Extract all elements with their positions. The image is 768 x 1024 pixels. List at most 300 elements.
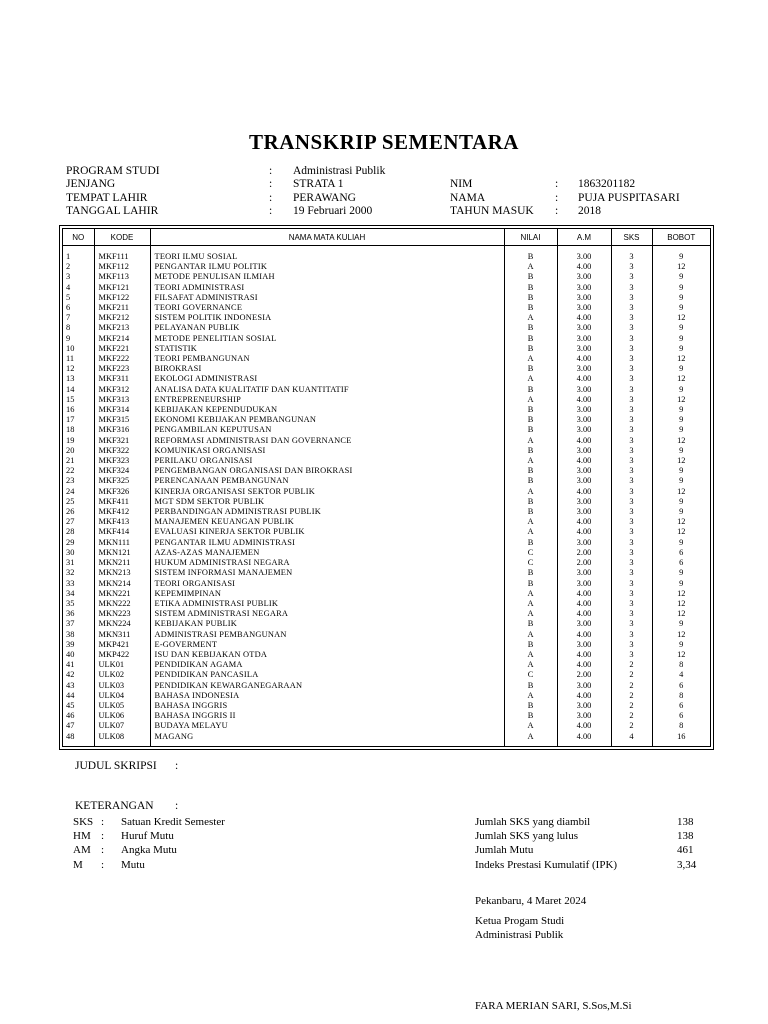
row-kode: MKF221: [94, 344, 150, 354]
keterangan-heading: [75, 800, 179, 812]
row-nama-mata-kuliah: PERENCANAAN PEMBANGUNAN: [150, 476, 504, 486]
row-nilai: B: [504, 476, 557, 486]
summary-label: Jumlah Mutu: [475, 844, 534, 857]
row-nilai: B: [504, 425, 557, 435]
row-kode: MKN223: [94, 609, 150, 619]
row-bobot: 6: [679, 711, 684, 721]
row-nilai: B: [504, 334, 557, 344]
row-nilai: B: [504, 619, 557, 629]
row-am: 2.00: [557, 558, 611, 568]
row-nilai: A: [504, 456, 557, 466]
table-row: [63, 364, 710, 374]
row-nama-mata-kuliah: FILSAFAT ADMINISTRASI: [150, 293, 504, 303]
row-kode: MKF321: [94, 436, 150, 446]
row-bobot: 9: [679, 272, 684, 282]
row-bobot: 9: [679, 343, 684, 353]
row-no: 41: [63, 660, 94, 670]
colon: :: [555, 205, 559, 218]
row-sks: 3: [611, 262, 652, 272]
row-nama-mata-kuliah: EVALUASI KINERJA SEKTOR PUBLIK: [150, 527, 504, 537]
table-row: [63, 691, 710, 701]
row-am: 4.00: [557, 374, 611, 384]
row-no: 37: [63, 619, 94, 629]
row-sks: 3: [611, 425, 652, 435]
tanggal-lahir-label: TANGGAL LAHIR: [66, 205, 159, 218]
colon: :: [101, 844, 105, 857]
col-header-nama: NAMA MATA KULIAH: [150, 229, 504, 246]
row-bobot: 4: [679, 670, 684, 680]
row-nilai: A: [504, 487, 557, 497]
table-row: [63, 558, 710, 568]
row-sks: 3: [611, 354, 652, 364]
row-nama-mata-kuliah: TEORI ADMINISTRASI: [150, 283, 504, 293]
row-nilai: B: [504, 497, 557, 507]
row-kode: MKF121: [94, 283, 150, 293]
row-kode: ULK08: [94, 732, 150, 742]
nim-label: NIM: [450, 178, 473, 191]
row-no: 14: [63, 385, 94, 395]
table-row: [63, 650, 710, 660]
table-header-row: [63, 229, 710, 246]
row-nama-mata-kuliah: BAHASA INDONESIA: [150, 691, 504, 701]
table-row: [63, 538, 710, 548]
row-nilai: B: [504, 246, 557, 263]
colon: :: [101, 816, 105, 828]
row-nama-mata-kuliah: METODE PENELITIAN SOSIAL: [150, 334, 504, 344]
row-sks: 3: [611, 385, 652, 395]
table-row: [63, 283, 710, 293]
row-nama-mata-kuliah: PENGANTAR ILMU ADMINISTRASI: [150, 538, 504, 548]
row-am: 3.00: [557, 385, 611, 395]
row-sks: 2: [611, 691, 652, 701]
place-date: Pekanbaru, 4 Maret 2024: [475, 895, 587, 907]
row-no: 29: [63, 538, 94, 548]
col-header-am: A.M: [557, 229, 611, 246]
row-nilai: A: [504, 517, 557, 527]
row-nama-mata-kuliah: BIROKRASI: [150, 364, 504, 374]
row-nama-mata-kuliah: MANAJEMEN KEUANGAN PUBLIK: [150, 517, 504, 527]
row-am: 3.00: [557, 681, 611, 691]
row-kode: ULK05: [94, 701, 150, 711]
row-no: 43: [63, 681, 94, 691]
col-header-bobot: BOBOT: [652, 229, 710, 246]
summary-value: 138: [677, 816, 694, 828]
row-am: 3.00: [557, 303, 611, 313]
row-no: 35: [63, 599, 94, 609]
row-nilai: B: [504, 640, 557, 650]
table-row: [63, 293, 710, 303]
row-bobot: 12: [677, 313, 686, 323]
row-nilai: C: [504, 558, 557, 568]
row-kode: MKF324: [94, 466, 150, 476]
row-no: 36: [63, 609, 94, 619]
filler-cell: [504, 742, 557, 746]
row-am: 3.00: [557, 507, 611, 517]
table-row: [63, 630, 710, 640]
row-nilai: B: [504, 538, 557, 548]
row-bobot: 6: [679, 680, 684, 690]
table-row: [63, 415, 710, 425]
table-row: [63, 487, 710, 497]
row-sks: 3: [611, 497, 652, 507]
row-kode: MKF414: [94, 527, 150, 537]
row-no: 46: [63, 711, 94, 721]
row-nilai: A: [504, 374, 557, 384]
row-kode: MKF411: [94, 497, 150, 507]
row-am: 3.00: [557, 497, 611, 507]
row-bobot: 12: [677, 609, 686, 619]
colon: :: [269, 165, 273, 177]
row-nilai: B: [504, 579, 557, 589]
judul-skripsi: [75, 760, 179, 772]
row-am: 3.00: [557, 640, 611, 650]
summary-label: Jumlah SKS yang diambil: [475, 816, 591, 828]
row-kode: MKF214: [94, 334, 150, 344]
row-am: 3.00: [557, 415, 611, 425]
filler-cell: [150, 742, 504, 746]
row-kode: MKF113: [94, 272, 150, 282]
row-am: 3.00: [557, 538, 611, 548]
row-nama-mata-kuliah: MGT SDM SEKTOR PUBLIK: [150, 497, 504, 507]
row-nilai: A: [504, 691, 557, 701]
row-bobot: 6: [679, 547, 684, 557]
row-bobot: 12: [677, 262, 686, 272]
row-nama-mata-kuliah: ANALISA DATA KUALITATIF DAN KUANTITATIF: [150, 385, 504, 395]
row-no: 42: [63, 670, 94, 680]
row-bobot: 9: [679, 639, 684, 649]
colon: :: [175, 800, 179, 812]
row-kode: MKF222: [94, 354, 150, 364]
row-sks: 3: [611, 364, 652, 374]
row-nama-mata-kuliah: BUDAYA MELAYU: [150, 721, 504, 731]
row-sks: 3: [611, 558, 652, 568]
colon: :: [269, 191, 273, 204]
row-nilai: A: [504, 527, 557, 537]
row-kode: MKF323: [94, 456, 150, 466]
row-nilai: B: [504, 466, 557, 476]
row-kode: MKF122: [94, 293, 150, 303]
table-row: [63, 527, 710, 537]
row-am: 3.00: [557, 293, 611, 303]
row-sks: 3: [611, 246, 652, 263]
table-row: [63, 517, 710, 527]
signer-name: FARA MERIAN SARI, S.Sos,M.Si: [475, 1000, 632, 1012]
row-sks: 3: [611, 527, 652, 537]
row-kode: MKF412: [94, 507, 150, 517]
table-row: [63, 497, 710, 507]
row-sks: 3: [611, 538, 652, 548]
row-no: 20: [63, 446, 94, 456]
row-bobot: 9: [679, 252, 684, 261]
row-nilai: B: [504, 364, 557, 374]
colon: :: [101, 830, 105, 843]
row-nama-mata-kuliah: AZAS-AZAS MANAJEMEN: [150, 548, 504, 558]
table-row: [63, 660, 710, 670]
colon: :: [269, 205, 273, 218]
row-bobot: 9: [679, 282, 684, 292]
row-sks: 3: [611, 323, 652, 333]
row-sks: 2: [611, 681, 652, 691]
row-nama-mata-kuliah: PELAYANAN PUBLIK: [150, 323, 504, 333]
row-am: 3.00: [557, 425, 611, 435]
row-no: 47: [63, 721, 94, 731]
row-bobot: 12: [677, 435, 686, 445]
row-nama-mata-kuliah: KEBIJAKAN KEPENDUDUKAN: [150, 405, 504, 415]
table-row: [63, 446, 710, 456]
row-bobot: 16: [677, 731, 686, 741]
row-sks: 3: [611, 630, 652, 640]
row-sks: 2: [611, 711, 652, 721]
row-nama-mata-kuliah: ISU DAN KEBIJAKAN OTDA: [150, 650, 504, 660]
row-no: 3: [63, 272, 94, 282]
table-row: [63, 425, 710, 435]
row-sks: 3: [611, 619, 652, 629]
table-row: [63, 732, 710, 742]
row-nilai: B: [504, 415, 557, 425]
row-kode: MKF213: [94, 323, 150, 333]
row-bobot: 12: [677, 517, 686, 527]
row-am: 3.00: [557, 272, 611, 282]
table-row: [63, 640, 710, 650]
row-nilai: A: [504, 630, 557, 640]
row-bobot: 9: [679, 496, 684, 506]
row-sks: 2: [611, 670, 652, 680]
row-nilai: A: [504, 436, 557, 446]
row-am: 3.00: [557, 446, 611, 456]
row-kode: MKF326: [94, 487, 150, 497]
table-row: [63, 721, 710, 731]
row-am: 2.00: [557, 670, 611, 680]
row-sks: 3: [611, 303, 652, 313]
row-nama-mata-kuliah: STATISTIK: [150, 344, 504, 354]
row-sks: 3: [611, 313, 652, 323]
row-nilai: B: [504, 711, 557, 721]
row-nama-mata-kuliah: MAGANG: [150, 732, 504, 742]
signer-department: Administrasi Publik: [475, 929, 564, 941]
table-row: [63, 246, 710, 263]
table-row: [63, 619, 710, 629]
row-nilai: C: [504, 548, 557, 558]
row-bobot: 6: [679, 558, 684, 568]
row-kode: MKF322: [94, 446, 150, 456]
row-nama-mata-kuliah: BAHASA INGGRIS II: [150, 711, 504, 721]
row-no: 12: [63, 364, 94, 374]
row-bobot: 12: [677, 456, 686, 466]
col-header-sks: SKS: [611, 229, 652, 246]
row-nama-mata-kuliah: HUKUM ADMINISTRASI NEGARA: [150, 558, 504, 568]
row-bobot: 6: [679, 700, 684, 710]
jenjang-value: STRATA 1: [293, 178, 344, 191]
table-row: [63, 344, 710, 354]
row-am: 3.00: [557, 364, 611, 374]
row-sks: 3: [611, 640, 652, 650]
row-am: 3.00: [557, 619, 611, 629]
row-bobot: 12: [677, 354, 686, 364]
signature-block: [475, 894, 586, 942]
row-nilai: B: [504, 293, 557, 303]
summary-value: 138: [677, 830, 694, 843]
row-nama-mata-kuliah: PENGEMBANGAN ORGANISASI DAN BIROKRASI: [150, 466, 504, 476]
keterangan-abbr: SKS: [73, 816, 94, 828]
row-nilai: A: [504, 660, 557, 670]
row-no: 9: [63, 334, 94, 344]
row-bobot: 9: [679, 425, 684, 435]
row-nilai: B: [504, 568, 557, 578]
row-no: 45: [63, 701, 94, 711]
row-no: 23: [63, 476, 94, 486]
row-am: 3.00: [557, 466, 611, 476]
row-no: 6: [63, 303, 94, 313]
row-bobot: 12: [677, 394, 686, 404]
row-nama-mata-kuliah: EKONOMI KEBIJAKAN PEMBANGUNAN: [150, 415, 504, 425]
row-bobot: 9: [679, 303, 684, 313]
row-no: 48: [63, 732, 94, 742]
row-am: 4.00: [557, 660, 611, 670]
summary-value: 461: [677, 844, 694, 857]
table-row: [63, 548, 710, 558]
row-sks: 3: [611, 405, 652, 415]
row-nama-mata-kuliah: SISTEM POLITIK INDONESIA: [150, 313, 504, 323]
row-sks: 3: [611, 293, 652, 303]
row-kode: MKF211: [94, 303, 150, 313]
row-nama-mata-kuliah: ADMINISTRASI PEMBANGUNAN: [150, 630, 504, 640]
row-sks: 2: [611, 721, 652, 731]
row-am: 4.00: [557, 721, 611, 731]
row-no: 39: [63, 640, 94, 650]
row-no: 31: [63, 558, 94, 568]
row-sks: 3: [611, 374, 652, 384]
row-sks: 3: [611, 589, 652, 599]
row-sks: 3: [611, 272, 652, 282]
row-bobot: 9: [679, 415, 684, 425]
row-nama-mata-kuliah: PENDIDIKAN KEWARGANEGARAAN: [150, 681, 504, 691]
row-no: 34: [63, 589, 94, 599]
row-bobot: 9: [679, 364, 684, 374]
program-studi-label: PROGRAM STUDI: [66, 165, 160, 177]
row-kode: MKN213: [94, 568, 150, 578]
tempat-lahir-label: TEMPAT LAHIR: [66, 191, 148, 204]
row-nilai: B: [504, 446, 557, 456]
row-nama-mata-kuliah: TEORI PEMBANGUNAN: [150, 354, 504, 364]
row-sks: 3: [611, 415, 652, 425]
table-row: [63, 334, 710, 344]
table-row: [63, 711, 710, 721]
row-nama-mata-kuliah: ETIKA ADMINISTRASI PUBLIK: [150, 599, 504, 609]
row-sks: 3: [611, 517, 652, 527]
row-kode: ULK06: [94, 711, 150, 721]
row-nilai: B: [504, 701, 557, 711]
jenjang-label: JENJANG: [66, 178, 116, 191]
grades-table-frame: [59, 225, 714, 750]
judul-skripsi-label: JUDUL SKRIPSI: [75, 760, 157, 772]
table-row: [63, 405, 710, 415]
col-header-no: NO: [63, 229, 94, 246]
row-sks: 3: [611, 487, 652, 497]
row-sks: 3: [611, 476, 652, 486]
keterangan-desc: Satuan Kredit Semester: [121, 816, 225, 828]
row-kode: MKN111: [94, 538, 150, 548]
row-nilai: B: [504, 323, 557, 333]
table-row: [63, 354, 710, 364]
row-bobot: 9: [679, 568, 684, 578]
table-row: [63, 323, 710, 333]
row-bobot: 12: [677, 527, 686, 537]
row-nilai: B: [504, 385, 557, 395]
row-kode: MKF325: [94, 476, 150, 486]
row-nilai: A: [504, 721, 557, 731]
row-sks: 3: [611, 609, 652, 619]
row-am: 3.00: [557, 323, 611, 333]
row-no: 17: [63, 415, 94, 425]
row-no: 4: [63, 283, 94, 293]
nama-value: PUJA PUSPITASARI: [578, 191, 680, 204]
table-row: [63, 599, 710, 609]
row-sks: 3: [611, 456, 652, 466]
row-sks: 3: [611, 599, 652, 609]
row-bobot: 12: [677, 374, 686, 384]
row-am: 2.00: [557, 548, 611, 558]
keterangan-label: KETERANGAN: [75, 800, 154, 812]
row-no: 28: [63, 527, 94, 537]
table-row: [63, 436, 710, 446]
filler-cell: [63, 742, 94, 746]
row-no: 11: [63, 354, 94, 364]
keterangan-desc: Angka Mutu: [121, 844, 177, 857]
tahun-masuk-label: TAHUN MASUK: [450, 205, 534, 218]
row-no: 30: [63, 548, 94, 558]
row-am: 4.00: [557, 589, 611, 599]
filler-cell: [94, 742, 150, 746]
row-nilai: B: [504, 681, 557, 691]
row-no: 7: [63, 313, 94, 323]
row-nama-mata-kuliah: EKOLOGI ADMINISTRASI: [150, 374, 504, 384]
row-bobot: 12: [677, 629, 686, 639]
row-no: 32: [63, 568, 94, 578]
grades-table-body: [63, 246, 710, 747]
row-am: 4.00: [557, 456, 611, 466]
row-am: 4.00: [557, 354, 611, 364]
filler-cell: [611, 742, 652, 746]
row-bobot: 12: [677, 588, 686, 598]
row-kode: ULK07: [94, 721, 150, 731]
row-sks: 2: [611, 660, 652, 670]
colon: :: [269, 178, 273, 191]
row-nama-mata-kuliah: KEBIJAKAN PUBLIK: [150, 619, 504, 629]
row-sks: 3: [611, 436, 652, 446]
row-kode: MKF313: [94, 395, 150, 405]
row-kode: MKN211: [94, 558, 150, 568]
row-no: 5: [63, 293, 94, 303]
row-am: 3.00: [557, 701, 611, 711]
row-nilai: A: [504, 589, 557, 599]
nim-value: 1863201182: [578, 178, 636, 191]
row-kode: MKF312: [94, 385, 150, 395]
row-kode: MKN224: [94, 619, 150, 629]
colon: :: [555, 191, 559, 204]
filler-cell: [652, 742, 710, 746]
row-nama-mata-kuliah: PENDIDIKAN PANCASILA: [150, 670, 504, 680]
row-bobot: 9: [679, 323, 684, 333]
row-kode: MKP422: [94, 650, 150, 660]
row-bobot: 9: [679, 466, 684, 476]
row-nama-mata-kuliah: E-GOVERMENT: [150, 640, 504, 650]
row-am: 4.00: [557, 517, 611, 527]
table-row: [63, 313, 710, 323]
row-sks: 3: [611, 579, 652, 589]
row-bobot: 8: [679, 690, 684, 700]
row-bobot: 8: [679, 660, 684, 670]
row-am: 3.00: [557, 334, 611, 344]
